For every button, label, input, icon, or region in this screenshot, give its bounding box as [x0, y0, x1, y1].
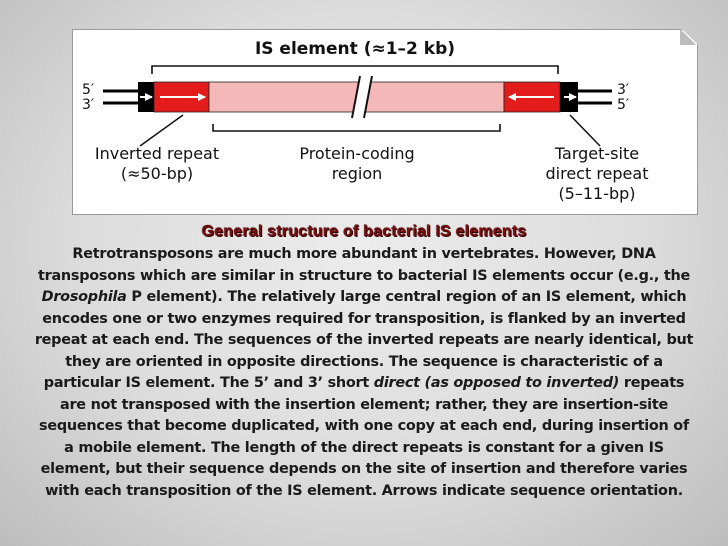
- is-element-bracket: [152, 66, 558, 74]
- body-text-part-2: P element). The relatively large central region of an IS element, which encodes one or two enzymes required for transposition, is flanked by an inverted repeat at each end. The sequences of the inverted repeats are nearly identical, but they are oriented in opposite directions. The sequence is characteristic of a particular IS element. The 5’ and 3’ short: [34, 289, 694, 391]
- body-text-italic-direct: direct (as opposed to inverted): [373, 375, 620, 391]
- diagram-title: IS element (≈1–2 kb): [254, 39, 456, 59]
- target-site-label-1: Target-site: [554, 144, 640, 163]
- target-site-label-3: (5–11-bp): [558, 184, 636, 203]
- body-text-part-3: repeats are not transposed with the insertion element; rather, they are insertion-site sequences that become duplicated, with one copy at each end, during insertion of a mobile element. The length of the direct repeats is constant for a given IS element, but their sequence depends on the site of insertion and therefore varies with each transposition of the IS element. Arrows indicate sequence orientation.: [39, 375, 689, 499]
- body-paragraph: [34, 244, 694, 502]
- inverted-repeat-label-1: Inverted repeat: [94, 144, 220, 163]
- body-text-italic-drosophila: Drosophila: [41, 289, 127, 305]
- body-text-part-1: Retrotransposons are much more abundant in vertebrates. However, DNA transposons which are similar in structure to bacterial IS elements occur (e.g., the: [38, 246, 690, 284]
- left-3prime-label: 3′: [82, 97, 95, 113]
- caption-title: General structure of bacterial IS elements: [201, 223, 527, 240]
- target-site-label-2: direct repeat: [545, 164, 649, 183]
- right-5prime-label: 5′: [617, 97, 630, 113]
- protein-coding-label-2: region: [331, 164, 383, 183]
- inverted-repeat-label-2: (≈50-bp): [120, 164, 194, 183]
- right-3prime-label: 3′: [617, 82, 630, 98]
- inverted-repeat-pointer-line: [140, 115, 183, 146]
- left-5prime-label: 5′: [82, 82, 95, 98]
- target-site-pointer-line: [570, 115, 600, 146]
- protein-coding-label-1: Protein-coding: [299, 144, 415, 163]
- protein-region-bracket: [213, 124, 500, 131]
